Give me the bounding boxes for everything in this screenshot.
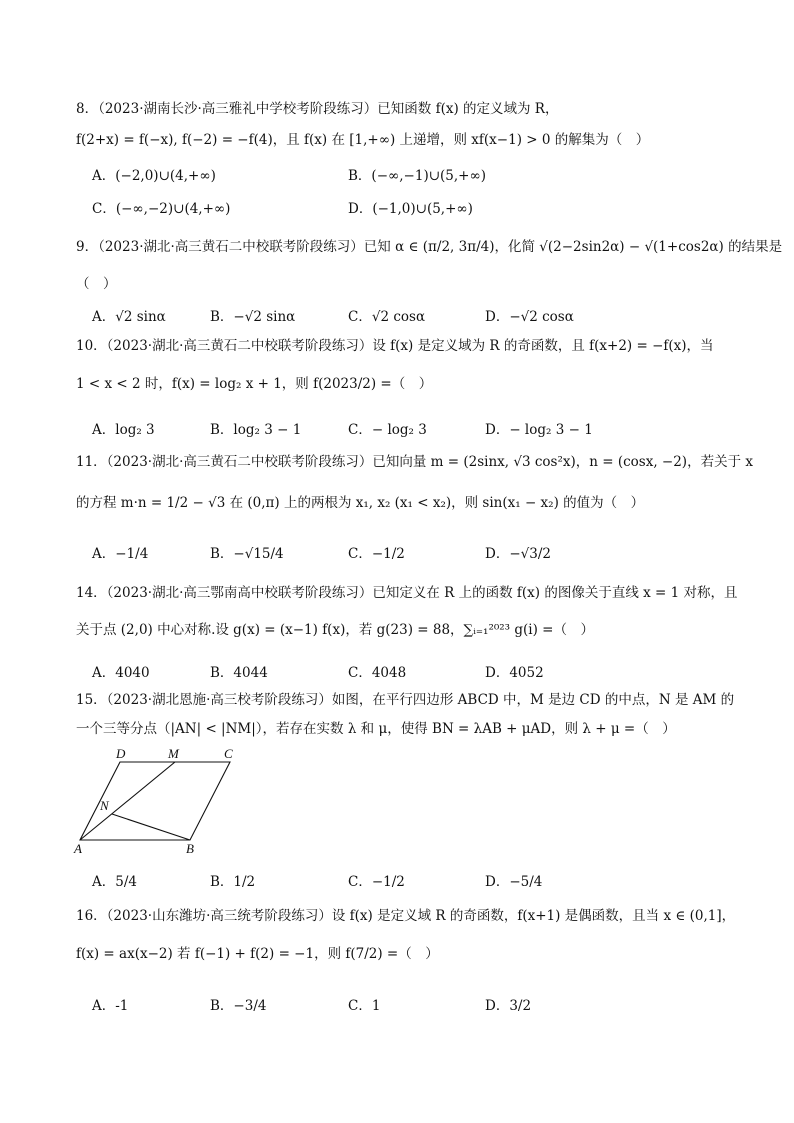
q11-option-d[interactable] [485, 542, 551, 562]
option-text: − log₂ 3 [371, 422, 427, 438]
q15-option-d[interactable] [485, 870, 542, 890]
segment-nb [112, 814, 190, 840]
q9-option-c[interactable] [348, 305, 425, 325]
option-label: B． [210, 665, 234, 681]
option-label: D． [485, 998, 510, 1014]
q10-option-a[interactable] [92, 418, 155, 438]
q16-line-1: 16．（2023·山东潍坊·高三统考阶段练习）设 f(x) 是定义域 R 的奇函数，f(x+1) 是偶函数，且当 x ∈ (0,1]， [76, 908, 736, 924]
option-text: 3/2 [509, 998, 532, 1014]
label-b: B [186, 841, 194, 855]
option-label: B． [210, 546, 234, 562]
option-text: − log₂ 3 − 1 [509, 422, 593, 438]
q9-option-a[interactable] [92, 305, 166, 325]
option-text: 1 [371, 998, 381, 1014]
option-text: −5/4 [509, 874, 543, 890]
label-d: D [116, 746, 126, 761]
option-label: D． [485, 665, 510, 681]
label-m: M [168, 746, 179, 761]
option-label: D． [485, 422, 510, 438]
option-text: log₂ 3 − 1 [233, 422, 302, 438]
option-text: 1/2 [233, 874, 256, 890]
label-a: A [74, 841, 82, 855]
option-text: (−1,0)∪(5,+∞) [372, 201, 473, 217]
option-text: −√2 sinα [233, 309, 296, 325]
option-text: (−∞,−2)∪(4,+∞) [115, 201, 231, 217]
q8-option-a[interactable] [92, 164, 216, 184]
q14-option-a[interactable] [92, 661, 150, 681]
option-label: D． [348, 201, 373, 217]
option-label: A． [92, 874, 116, 890]
option-label: A． [92, 168, 116, 184]
q11-option-a[interactable] [92, 542, 148, 562]
option-label: A． [92, 309, 116, 325]
option-label: D． [485, 546, 510, 562]
q16-line-2: f(x) = ax(x−2) 若 f(−1) + f(2) = −1，则 f(7/2) =（ ） [76, 946, 439, 962]
q8-line-2: f(2+x) = f(−x), f(−2) = −f(4)，且 f(x) 在 [1,+∞) 上递增，则 xf(x−1) > 0 的解集为（ ） [76, 132, 650, 148]
option-label: A． [92, 665, 116, 681]
q10-option-c[interactable] [348, 418, 427, 438]
label-n: N [100, 798, 109, 813]
q15-line-2: 一个三等分点（|AN| < |NM|），若存在实数 λ 和 μ，使得 BN = λAB + μAD，则 λ + μ =（ ） [76, 721, 676, 737]
q8-line-1: 8．（2023·湖南长沙·高三雅礼中学校考阶段练习）已知函数 f(x) 的定义域为 R， [76, 101, 559, 117]
label-c: C [224, 746, 233, 761]
q11-line-2: 的方程 m·n = 1/2 − √3 在 (0,π) 上的两根为 x₁, x₂ (x₁ < x₂)，则 sin(x₁ − x₂) 的值为（ ） [76, 495, 645, 511]
option-text: −1/2 [371, 874, 405, 890]
q14-option-b[interactable] [210, 661, 268, 681]
q16-option-b[interactable] [210, 994, 266, 1014]
option-text: 4052 [509, 665, 544, 681]
option-label: A． [92, 998, 116, 1014]
q15-line-1: 15．（2023·湖北恩施·高三校考阶段练习）如图，在平行四边形 ABCD 中，M 是边 CD 的中点，N 是 AM 的 [76, 692, 735, 708]
q11-option-c[interactable] [348, 542, 405, 562]
option-label: C． [348, 309, 372, 325]
q9-line-2: （ ） [76, 276, 117, 292]
q15-option-a[interactable] [92, 870, 137, 890]
q16-option-a[interactable] [92, 994, 128, 1014]
option-text: −√2 cosα [509, 309, 574, 325]
q8-option-c[interactable] [92, 197, 230, 217]
option-text: -1 [115, 998, 129, 1014]
q14-line-1: 14．（2023·湖北·高三鄂南高中校联考阶段练习）已知定义在 R 上的函数 f(x) 的图像关于直线 x = 1 对称，且 [76, 585, 738, 601]
option-text: −√3/2 [509, 546, 551, 562]
option-text: log₂ 3 [115, 422, 155, 438]
option-label: C． [348, 665, 372, 681]
q16-option-c[interactable] [348, 994, 380, 1014]
q10-option-b[interactable] [210, 418, 301, 438]
q11-option-b[interactable] [210, 542, 284, 562]
option-text: 5/4 [115, 874, 137, 890]
q9-option-d[interactable] [485, 305, 574, 325]
q10-line-1: 10．（2023·湖北·高三黄石二中校联考阶段练习）设 f(x) 是定义域为 R 的奇函数，且 f(x+2) = −f(x)，当 [76, 338, 714, 354]
option-text: √2 cosα [371, 309, 426, 325]
option-text: −√15/4 [233, 546, 284, 562]
option-label: A． [92, 546, 116, 562]
option-text: −3/4 [233, 998, 267, 1014]
option-text: 4040 [115, 665, 150, 681]
q9-line-1: 9．（2023·湖北·高三黄石二中校联考阶段练习）已知 α ∈ (π/2, 3π/4)，化简 √(2−2sin2α) − √(1+cos2α) 的结果是 [76, 239, 783, 255]
q8-option-b[interactable] [348, 164, 486, 184]
option-label: C． [92, 201, 116, 217]
q15-option-c[interactable] [348, 870, 405, 890]
option-label: B． [210, 422, 234, 438]
option-label: B． [348, 168, 372, 184]
q14-line-2: 关于点 (2,0) 中心对称.设 g(x) = (x−1) f(x)，若 g(23) = 88，∑ᵢ₌₁²⁰²³ g(i) =（ ） [76, 622, 594, 638]
q10-option-d[interactable] [485, 418, 593, 438]
q10-line-2: 1 < x < 2 时，f(x) = log₂ x + 1，则 f(2023/2) =（ ） [76, 376, 433, 392]
option-label: A． [92, 422, 116, 438]
option-label: B． [210, 309, 234, 325]
option-label: C． [348, 998, 372, 1014]
option-text: −1/2 [371, 546, 405, 562]
option-text: 4044 [233, 665, 268, 681]
parallelogram-figure [70, 740, 250, 855]
option-label: B． [210, 998, 234, 1014]
option-text: √2 sinα [115, 309, 166, 325]
option-label: D． [485, 309, 510, 325]
q11-line-1: 11．（2023·湖北·高三黄石二中校联考阶段练习）已知向量 m = (2sinx, √3 cos²x)，n = (cosx, −2)，若关于 x [76, 454, 753, 470]
q14-option-c[interactable] [348, 661, 406, 681]
option-text: (−∞,−1)∪(5,+∞) [371, 168, 486, 184]
q15-option-b[interactable] [210, 870, 255, 890]
option-text: −1/4 [115, 546, 149, 562]
option-label: C． [348, 422, 372, 438]
option-label: B． [210, 874, 234, 890]
option-text: 4048 [371, 665, 407, 681]
option-text: (−2,0)∪(4,+∞) [115, 168, 216, 184]
option-label: D． [485, 874, 510, 890]
option-label: C． [348, 546, 372, 562]
segment-am [80, 762, 175, 840]
q14-option-d[interactable] [485, 661, 544, 681]
q9-option-b[interactable] [210, 305, 295, 325]
q16-option-d[interactable] [485, 994, 531, 1014]
option-label: C． [348, 874, 372, 890]
q8-option-d[interactable] [348, 197, 473, 217]
